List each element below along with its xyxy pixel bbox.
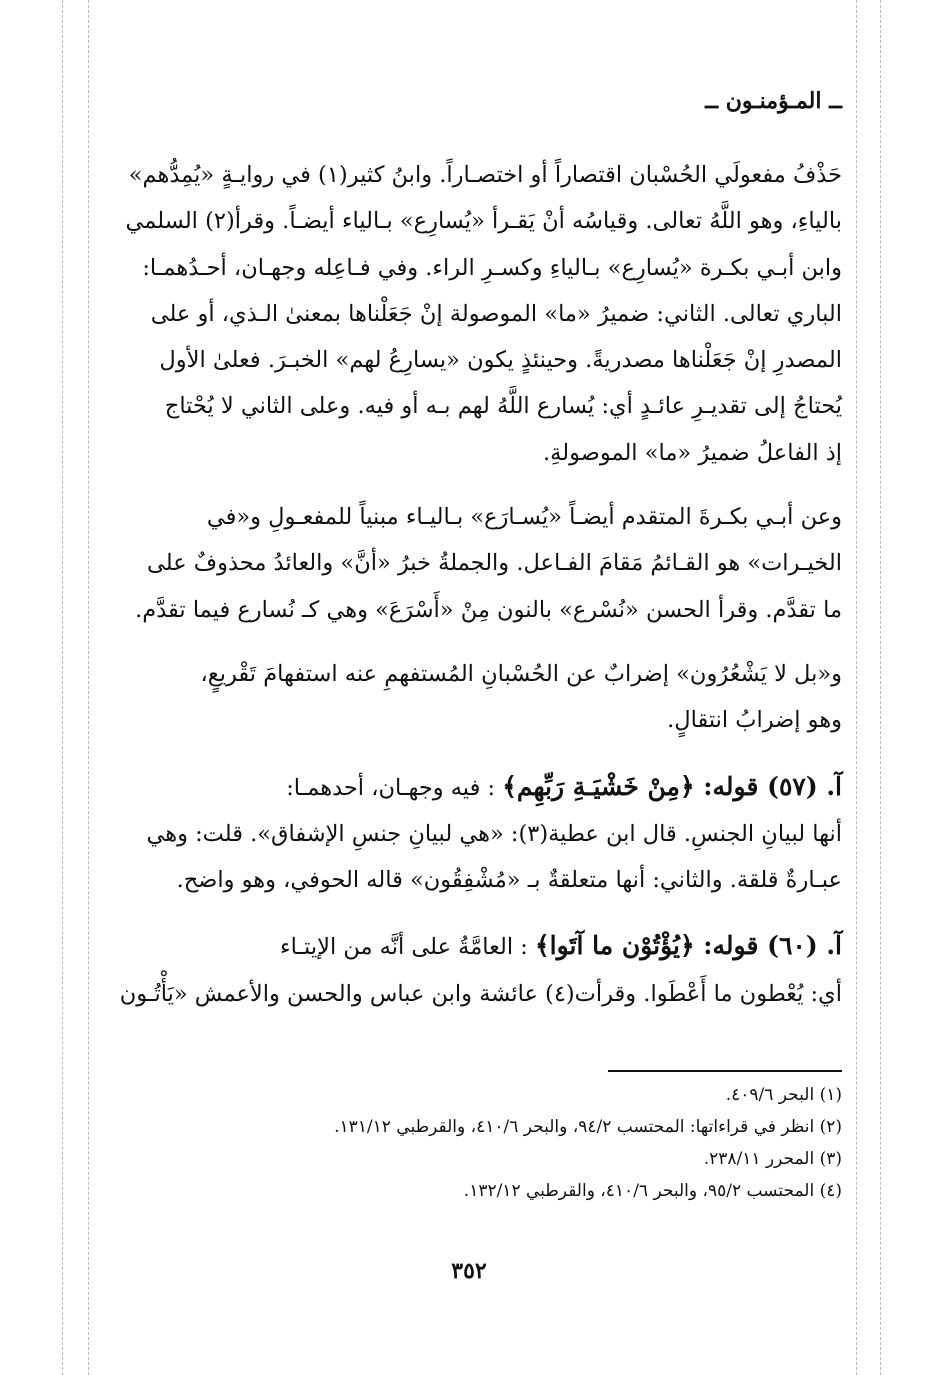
margin-guide-line: [62, 0, 63, 1375]
text-line: إذ الفاعلُ ضميرُ «ما» الموصولةِ.: [543, 439, 842, 466]
paragraph: [96, 152, 842, 476]
verse-entry: [96, 764, 842, 904]
paragraph: [96, 494, 842, 633]
text-line: المصدرِ إنْ جَعَلْناها مصدريةً. وحينئذٍ يكون «يسارِعُ لهم» الخبـرَ. فعلىٰ الأول: [159, 347, 842, 374]
margin-guide-line: [880, 0, 881, 1375]
verse-heading: آ. (٥٧) قوله: ﴿مِنْ خَشْيَـةِ رَبِّهِم﴾: [502, 771, 842, 801]
verse-commentary: : فيه وجهـان، أحدهمـا:: [286, 774, 496, 801]
running-head: ــ المـؤمنـون ــ: [705, 88, 842, 114]
text-line: وعن أبـي بكـرةَ المتقدم أيضـاً «يُسـارَع» بـاليـاء مبنياً للمفعـولِ و«في: [206, 504, 842, 531]
footnotes: [96, 1079, 842, 1207]
text-line: و«بل لا يَشْعُرُون» إضرابٌ عن الحُسْبانِ المُستفهمِ عنه استفهامَ تَقْريعٍ،: [200, 660, 842, 687]
footnote-separator: [608, 1070, 842, 1072]
text-line: [96, 764, 842, 811]
margin-guide-line: [88, 0, 89, 1375]
text-line: بالياءِ، وهو اللَّهُ تعالى. وقياسُه أنْ يَقـرأ «يُسارِع» بـالياء أيضـاً. وقرأ(٢) السلمي: [125, 208, 842, 235]
verse-commentary: : العامَّةُ على أنَّه من الإيتـاء: [280, 934, 528, 961]
paragraph: [96, 651, 842, 744]
body-text: [96, 152, 842, 1017]
text-line: ما تقدَّم. وقرأ الحسن «نُسْرع» بالنون مِنْ «أَسْرَعَ» وهي كـ نُسارع فيما تقدَّم.: [135, 596, 842, 623]
footnote: (٤) المحتسب ٩٥/٢، والبحر ٤١٠/٦، والقرطبي ١٣٢/١٢.: [463, 1181, 842, 1201]
text-line: أنها لبيانِ الجنسِ. قال ابن عطية(٣): «هي لبيانِ جنسِ الإشفاق». قلت: وهي: [146, 820, 842, 847]
margin-guide-line: [856, 0, 857, 1375]
text-line: [96, 923, 842, 970]
text-line: عبـارةٌ قلقة. والثاني: أنها متعلقةٌ بـ «مُشْفِقُون» قاله الحوفي، وهو واضح.: [176, 867, 842, 894]
text-line: الباري تعالى. الثاني: ضميرُ «ما» الموصولة إنْ جَعَلْناها بمعنىٰ الـذي، أو على: [150, 300, 842, 327]
book-page: [96, 0, 842, 1375]
text-line: يُحتاجُ إلى تقديـرِ عائـدٍ أي: يُسارع اللَّهُ لهم بـه أو فيه. وعلى الثاني لا يُحْتاج: [164, 393, 842, 420]
verse-entry: [96, 923, 842, 1017]
text-line: أي: يُعْطون ما أَعْطَوا. وقرأت(٤) عائشة وابن عباس والحسن والأعمش «يَأْتُـون: [119, 980, 842, 1007]
page-number: ٣٥٢: [451, 1258, 487, 1284]
footnote: (١) البحر ٤٠٩/٦.: [725, 1085, 842, 1105]
text-line: الخيـرات» هو القـائمُ مَقامَ الفـاعل. والجملةُ خبرُ «أنَّ» والعائدُ محذوفٌ على: [147, 550, 842, 577]
text-line: وهو إضرابُ انتقالٍ.: [667, 707, 842, 734]
footnote: (٢) انظر في قراءاتها: المحتسب ٩٤/٢، والبحر ٤١٠/٦، والقرطبي ١٣١/١٢.: [334, 1117, 842, 1137]
text-line: وابن أبـي بكـرة «يُسارِع» بـالياءِ وكسـرِ الراء. وفي فـاعِله وجهـان، أحـدُهمـا:: [142, 254, 842, 281]
text-line: حَذْفُ مفعولَي الحُسْبان اقتصاراً أو اختصـاراً. وابنُ كثير(١) في روايـةٍ «يُمِدُّهم»: [128, 162, 842, 188]
verse-heading: آ. (٦٠) قوله: ﴿يُؤْتُوْن ما آتَوا﴾: [535, 931, 842, 961]
footnote: (٣) المحرر ٢٣٨/١١.: [703, 1149, 842, 1169]
